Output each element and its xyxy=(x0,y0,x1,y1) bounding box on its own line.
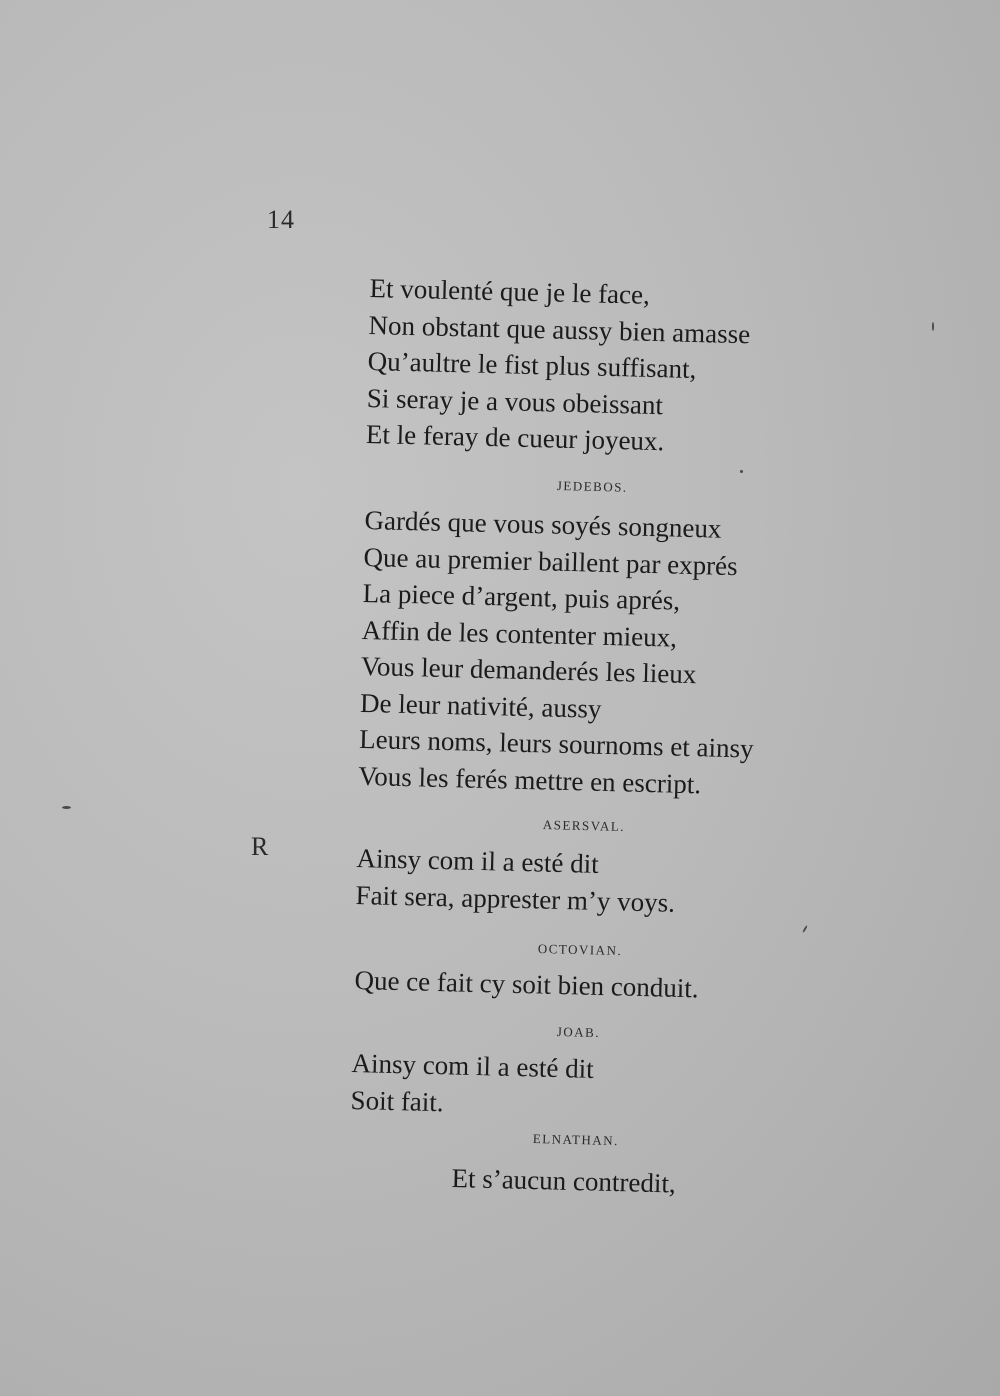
verse-block xyxy=(350,1045,594,1124)
verse-line: Gardés que vous soyés songneux xyxy=(364,504,722,544)
paper-speck xyxy=(740,470,743,473)
verse-block xyxy=(358,502,759,804)
verse-line: Ainsy com il a esté dit xyxy=(356,842,600,879)
verse-line: Affin de les contenter mieux, xyxy=(361,614,678,653)
verse-line: Soit fait. xyxy=(350,1084,445,1117)
margin-mark: R xyxy=(251,832,269,861)
verse-line: Et le feray de cueur joyeux. xyxy=(365,418,665,457)
paper-speck xyxy=(932,322,934,331)
verse-line: Que ce fait cy soit bien conduit. xyxy=(354,964,699,1004)
verse-line: Leurs noms, leurs sournoms et ainsy xyxy=(358,723,754,764)
speaker-name: OCTOVIAN. xyxy=(537,941,623,959)
verse-line: Vous leur demanderés les lieux xyxy=(360,650,697,690)
verse-block xyxy=(355,840,676,921)
verse-block xyxy=(451,1160,676,1202)
verse-line: Et s’aucun contredit, xyxy=(451,1162,677,1199)
verse-line: Et voulenté que je le face, xyxy=(369,272,651,310)
verse-line: Que au premier baillent par exprés xyxy=(363,541,739,581)
verse-block xyxy=(366,270,752,462)
verse-line: Ainsy com il a esté dit xyxy=(351,1047,595,1084)
paper-speck xyxy=(802,925,808,933)
paper-speck xyxy=(62,806,71,809)
speaker-name: ELNATHAN. xyxy=(532,1131,620,1149)
verse-line: Non obstant que aussy bien amasse xyxy=(368,309,751,349)
speaker-name: JOAB. xyxy=(556,1024,601,1041)
verse-line: Qu’aultre le fist plus suffisant, xyxy=(367,345,697,384)
verse-line: Fait sera, apprester m’y voys. xyxy=(355,879,676,918)
verse-line: De leur nativité, aussy xyxy=(359,687,602,724)
speaker-name: JEDEBOS. xyxy=(556,478,628,495)
verse-line: Si seray je a vous obeissant xyxy=(366,382,664,420)
speaker-name: ASERSVAL. xyxy=(542,817,626,835)
verse-line: Vous les ferés mettre en escript. xyxy=(357,760,702,799)
verse-block xyxy=(354,962,699,1007)
verse-line: La piece d’argent, puis aprés, xyxy=(362,577,681,616)
page-number: 14 xyxy=(267,205,295,234)
